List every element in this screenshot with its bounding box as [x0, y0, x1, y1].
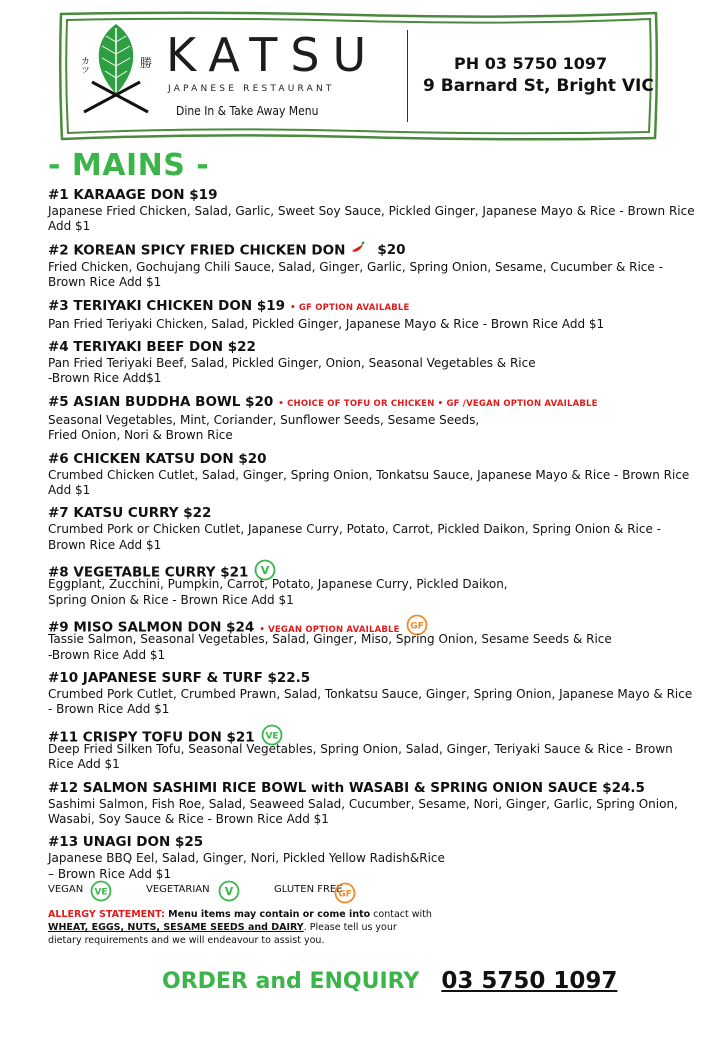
menu-item-description: Japanese BBQ Eel, Salad, Ginger, Nori, Pickled Yellow Radish&Rice – Brown Rice Add $1	[48, 851, 445, 881]
menu-item-title	[48, 833, 698, 851]
svg-text:V: V	[261, 564, 270, 578]
svg-text:GF: GF	[338, 889, 352, 900]
svg-text:VE: VE	[94, 887, 108, 898]
item-name-price: #8 VEGETABLE CURRY $21	[48, 564, 249, 581]
svg-text:VE: VE	[265, 731, 279, 742]
item-price: $20	[377, 242, 406, 259]
menu-item-title	[48, 614, 698, 636]
menu-item-description: Deep Fried Silken Tofu, Seasonal Vegetables, Spring Onion, Salad, Ginger, Teriyaki Sauce & Rice - Brown Rice Add $1	[48, 741, 673, 772]
menu-item-description: Eggplant, Zucchini, Pumpkin, Carrot, Potato, Japanese Curry, Pickled Daikon, Spring Onion & Rice - Brown Rice Add $1	[48, 577, 508, 607]
item-name-price: #3 TERIYAKI CHICKEN DON $19	[48, 297, 286, 314]
menu-item-title	[48, 186, 698, 204]
legend-vegetarian-label: VEGETARIAN	[146, 884, 210, 895]
menu-item-description: Pan Fried Teriyaki Beef, Salad, Pickled Ginger, Onion, Seasonal Vegetables & Rice -Brown Rice Add$1	[48, 356, 536, 386]
menu-item-description: Crumbed Pork or Chicken Cutlet, Japanese Curry, Potato, Carrot, Pickled Daikon, Spring Onion & Rice - Brown Rice Add $1	[48, 522, 661, 552]
allergy-text-3: . Please tell us your	[303, 922, 397, 933]
menu-item-description: Crumbed Pork Cutlet, Crumbed Prawn, Salad, Tonkatsu Sauce, Ginger, Spring Onion, Japanese Mayo & Rice - Brown Rice Add $1	[48, 686, 693, 717]
menu-item-title	[48, 241, 698, 260]
svg-text:V: V	[224, 885, 234, 898]
brand-name: KATSU	[166, 28, 380, 82]
menu-item-description: Japanese Fried Chicken, Salad, Garlic, Sweet Soy Sauce, Pickled Ginger, Japanese Mayo & Rice - Brown Rice Add $1	[48, 204, 695, 234]
menu-item-title	[48, 559, 698, 581]
menu-item	[48, 833, 698, 882]
menu-item-title	[48, 297, 698, 317]
order-enquiry	[162, 968, 617, 994]
menu-item	[48, 779, 698, 828]
header-phone: PH 03 5750 1097	[454, 54, 608, 73]
item-name-price: #12 SALMON SASHIMI RICE BOWL with WASABI & SPRING ONION SAUCE $24.5	[48, 779, 645, 796]
menu-item	[48, 669, 698, 718]
order-phone[interactable]: 03 5750 1097	[441, 968, 618, 994]
menu-item	[48, 393, 698, 444]
legend-gluten-free-label: GLUTEN FREE	[274, 884, 343, 895]
item-name-price: #11 CRISPY TOFU DON $21	[48, 729, 255, 746]
item-name-price: #2 KOREAN SPICY FRIED CHICKEN DON	[48, 242, 346, 259]
menu-item-description: Crumbed Chicken Cutlet, Salad, Ginger, Spring Onion, Tonkatsu Sauce, Japanese Mayo & Rice - Brown Rice Add $1	[48, 467, 690, 498]
menu-item	[48, 338, 698, 387]
item-name-price: #6 CHICKEN KATSU DON $20	[48, 450, 267, 467]
item-option-note: • GF OPTION AVAILABLE	[290, 302, 410, 313]
item-option-note: • CHOICE OF TOFU OR CHICKEN • GF /VEGAN OPTION AVAILABLE	[278, 398, 598, 409]
menu-item-title	[48, 724, 698, 746]
menu-item-description: Tassie Salmon, Seasonal Vegetables, Salad, Ginger, Miso, Spring Onion, Sesame Seeds & Rice -Brown Rice Add $1	[48, 632, 612, 662]
allergy-label: ALLERGY STATEMENT:	[48, 909, 165, 920]
item-name-price: #1 KARAAGE DON $19	[48, 187, 218, 203]
allergens-list: WHEAT, EGGS, NUTS, SESAME SEEDS and DAIRY	[48, 922, 304, 933]
menu-item	[48, 297, 698, 332]
header-address: 9 Barnard St, Bright VIC	[423, 76, 654, 96]
restaurant-header	[58, 10, 659, 142]
menu-item	[48, 241, 698, 291]
item-name-price: #13 UNAGI DON $25	[48, 834, 204, 851]
gluten-free-badge-icon	[334, 882, 356, 907]
section-title: - MAINS -	[48, 148, 210, 183]
menu-item-title	[48, 504, 698, 522]
item-name-price: #9 MISO SALMON DON $24	[48, 619, 255, 636]
vegan-badge-icon	[90, 880, 112, 905]
legend-vegan-label: VEGAN	[48, 884, 84, 895]
menu-list	[48, 186, 698, 888]
menu-item-title	[48, 779, 698, 797]
brand-subtitle: JAPANESE RESTAURANT	[168, 84, 335, 94]
allergy-text-4: dietary requirements and we will endeavour to assist you.	[48, 935, 325, 946]
menu-item-description: Seasonal Vegetables, Mint, Coriander, Sunflower Seeds, Sesame Seeds, Fried Onion, Nori & Brown Rice	[48, 412, 480, 443]
item-name-price: #7 KATSU CURRY $22	[48, 505, 212, 522]
item-name-price: #4 TERIYAKI BEEF DON $22	[48, 339, 256, 356]
menu-item	[48, 559, 698, 608]
katsu-logo	[80, 20, 152, 116]
allergy-statement	[48, 908, 448, 947]
menu-item	[48, 450, 698, 499]
menu-item-title	[48, 669, 698, 687]
item-option-note: • VEGAN OPTION AVAILABLE	[259, 624, 400, 635]
menu-item	[48, 724, 698, 773]
menu-type: Dine In & Take Away Menu	[176, 104, 319, 118]
menu-item-title	[48, 338, 698, 356]
menu-item	[48, 186, 698, 235]
menu-item	[48, 614, 698, 663]
menu-item-description: Pan Fried Teriyaki Chicken, Salad, Pickled Ginger, Japanese Mayo & Rice - Brown Rice Add $1	[48, 316, 605, 331]
header-divider	[407, 30, 408, 122]
chili-pepper-icon	[349, 241, 365, 260]
menu-item-title	[48, 450, 698, 468]
logo-kana: カツ	[79, 56, 89, 74]
menu-item-title	[48, 393, 698, 413]
vegetarian-badge-icon	[218, 880, 240, 905]
menu-item-description: Fried Chicken, Gochujang Chili Sauce, Salad, Ginger, Garlic, Spring Onion, Sesame, Cucumber & Rice - Brown Rice Add $1	[48, 259, 663, 290]
order-label: ORDER and ENQUIRY	[162, 969, 420, 994]
allergy-text-1: Menu items may contain or come into	[164, 909, 371, 920]
item-name-price: #10 JAPANESE SURF & TURF $22.5	[48, 669, 311, 686]
menu-item-description: Sashimi Salmon, Fish Roe, Salad, Seaweed Salad, Cucumber, Sesame, Nori, Ginger, Garlic, Spring Onion, Wasabi, Soy Sauce & Rice - Brown Rice Add $1	[48, 796, 678, 826]
item-name-price: #5 ASIAN BUDDHA BOWL $20	[48, 393, 274, 410]
logo-kanji: 勝	[140, 56, 153, 70]
allergy-text-2: contact with	[370, 909, 432, 920]
menu-item	[48, 504, 698, 553]
svg-text:GF: GF	[409, 621, 424, 632]
